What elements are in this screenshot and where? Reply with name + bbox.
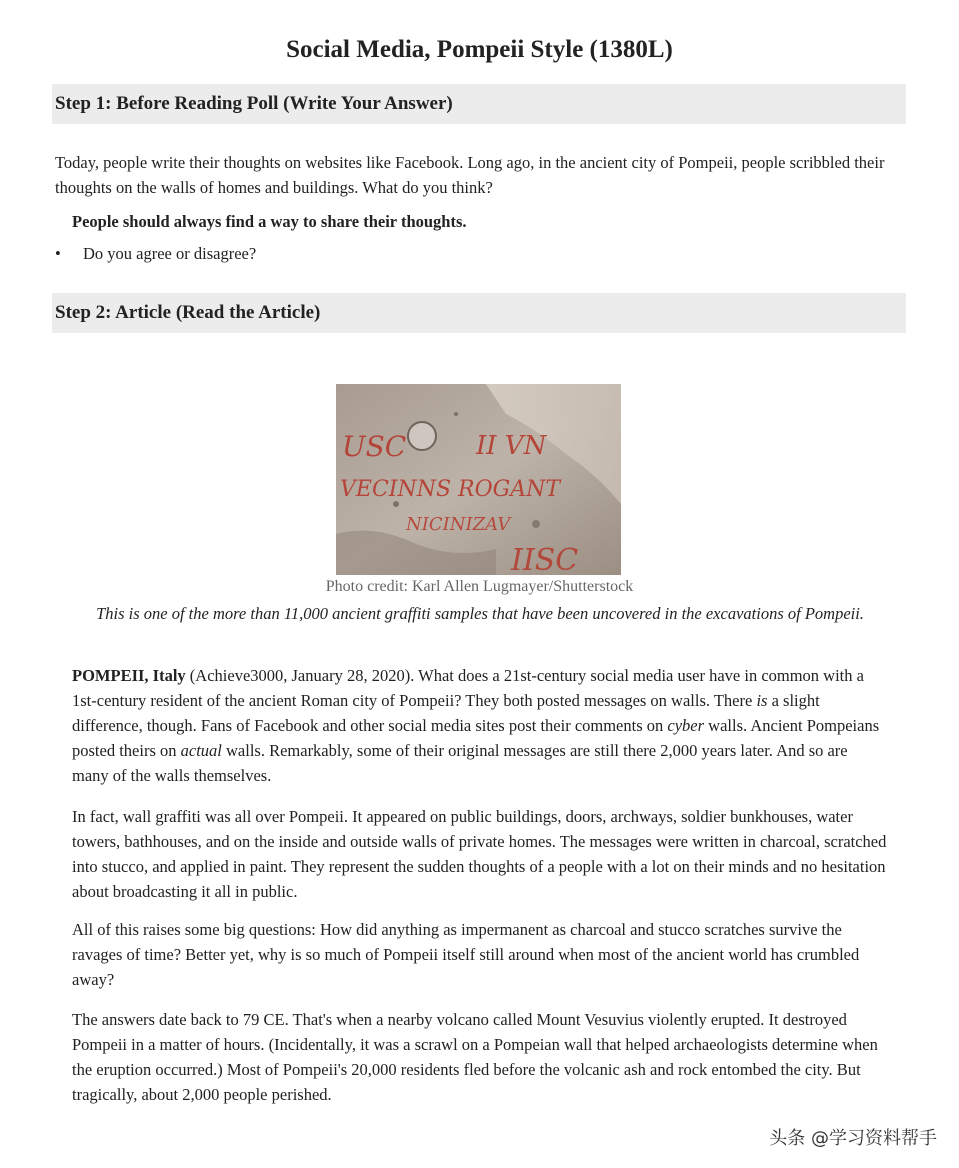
poll-question-text: Do you agree or disagree? [83,244,257,263]
article-paragraph-4: The answers date back to 79 CE. That's when a nearby volcano called Mount Vesuvius violently erupted. It destroyed Pompeii in a matter of hours. (Incidentally, it was a scrawl on a Pompeian wall that helped archaeologists determine when the eruption occurred.) Most of Pompeii's 20,000 residents fled before the volcanic ash and rock entombed the city. But tragically, about 2,000 people perished. [72,1010,878,1104]
article-p1-part-1: (Achieve3000, January 28, 2020). What does a 21st-century social media user have in common with a 1st-century resident of the ancient Roman city of Pompeii? They both posted messages on walls. There [72,666,864,710]
article-p1-emphasis-cyber: cyber [667,716,705,735]
step1-header [52,84,906,124]
step2-header [52,293,906,333]
step1-label: Step 1: Before Reading Poll (Write Your Answer) [55,93,453,114]
article-p1-emphasis-is: is [756,691,768,710]
document-title: Social Media, Pompeii Style (1380L) [286,36,673,63]
graffiti-line-1: USC [342,430,407,463]
article-dateline: POMPEII, Italy [72,666,186,685]
graffiti-photo [336,384,621,575]
article-p1-part-2: a slight difference, though. Fans of Facebook and other social media sites post their comments on [72,691,820,735]
article-p1-part-3: walls. Ancient Pompeians posted theirs on [72,716,880,760]
intro-paragraph: Today, people write their thoughts on websites like Facebook. Long ago, in the ancient city of Pompeii, people scribbled their thoughts on the walls of homes and buildings. What do you think? [55,153,885,197]
watermark-text: 头条 @学习资料帮手 [769,1128,937,1149]
graffiti-line-2: II VN [476,431,547,461]
article-p1-part-4: walls. Remarkably, some of their original messages are still there 2,000 years later. And so are many of the walls themselves. [72,741,848,785]
graffiti-line-5: IISC [511,543,579,575]
step2-label: Step 2: Article (Read the Article) [55,302,321,323]
article-paragraph-3: All of this raises some big questions: How did anything as impermanent as charcoal and stucco scratches survive the ravages of time? Better yet, why is so much of Pompeii itself still around when most of the ancient world has crumbled away? [72,920,860,989]
article-paragraph-2: In fact, wall graffiti was all over Pompeii. It appeared on public buildings, doors, archways, soldier bunkhouses, water towers, bathhouses, and on the inside and outside walls of private homes. The messages were written in charcoal, scratched into stucco, and applied in paint. They represent the sudden thoughts of a people with a lot on their minds and no hesitation about broadcasting it all in public. [72,807,887,901]
bullet-icon: • [55,244,61,263]
photo-caption: This is one of the more than 11,000 ancient graffiti samples that have been uncovered in the excavations of Pompeii. [96,604,864,623]
graffiti-photo-image [336,384,621,575]
graffiti-line-3: VECINNS ROGANT [340,477,561,502]
article-p1-emphasis-actual: actual [180,741,222,760]
poll-statement: People should always find a way to share their thoughts. [72,212,467,231]
photo-credit: Photo credit: Karl Allen Lugmayer/Shutterstock [325,578,634,595]
poll-question-item [55,244,256,264]
article-paragraph-1 [72,663,887,788]
graffiti-line-4: NICINIZAV [406,514,511,535]
